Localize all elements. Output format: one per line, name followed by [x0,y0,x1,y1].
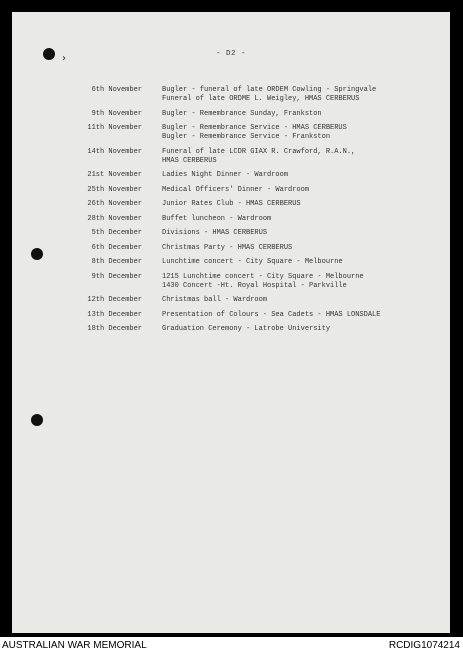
entry-date: 12th December [87,296,142,304]
entry-line: Christmas Party - HMAS CERBERUS [162,243,293,252]
entry-line: Junior Rates Club - HMAS CERBERUS [162,200,301,208]
page-number: - D2 - [215,50,246,58]
entry-line: Bugler - Remembrance Sunday, Frankston [162,109,322,118]
entry-line: Christmas ball - Wardroom [162,296,268,304]
schedule-entry [72,244,412,253]
entry-line: HMAS CERBERUS [162,156,217,165]
entry-line: Presentation of Colours - Sea Cadets - HMAS LONSDALE [162,310,381,319]
entry-line: 1430 Concert -Ht. Royal Hospital - Parkville [162,281,347,290]
document-page [12,12,450,633]
punch-hole-bottom [31,414,43,426]
entry-line: Lunchtime concert - City Square - Melbourne [162,258,343,266]
schedule-entry [72,171,412,180]
entry-description [162,244,292,253]
schedule-entry [72,186,412,195]
pencil-mark: › [62,53,66,64]
schedule-entry [72,273,412,291]
entry-line: Funeral of late LCDR GIAX R. Crawford, R.A.N., [162,147,356,156]
entry-description [162,86,376,104]
entry-description [162,258,343,267]
entry-description [162,124,347,142]
schedule-entry [72,148,412,166]
entry-description [162,148,355,166]
entry-date: 9th December [91,272,142,281]
entry-date: 14th November [87,147,142,156]
punch-hole-middle [31,248,43,260]
schedule-entry [72,325,412,334]
entry-date: 26th November [87,200,142,208]
footer-id: RCDIG1074214 [388,640,460,651]
entry-line: Medical Officers' Dinner - Wardroom [162,185,310,194]
entry-date: 6th November [91,86,142,94]
schedule-entry [72,311,412,320]
entry-line: Divisions - HMAS CERBERUS [162,229,268,237]
entry-date: 13th December [87,310,142,319]
entry-date: 18th December [87,325,142,333]
schedule-list [72,86,412,340]
schedule-entry [72,124,412,142]
entry-line: Bugler - Remembrance Service - Frankston [162,133,331,141]
footer-bar [0,637,463,653]
schedule-entry [72,200,412,209]
schedule-entry [72,229,412,238]
schedule-entry [72,296,412,305]
entry-line: Buffet luncheon - Wardroom [162,214,272,223]
entry-date: 28th November [87,214,142,223]
entry-description [162,110,322,119]
entry-date: 8th December [91,258,142,266]
entry-description [162,171,288,180]
entry-date: 11th November [87,124,142,132]
schedule-entry [72,86,412,104]
footer-source: AUSTRALIAN WAR MEMORIAL [2,640,147,651]
schedule-entry [72,110,412,119]
entry-line: Graduation Ceremony - Latrobe University [162,325,331,333]
entry-date: 6th December [91,243,142,252]
entry-description [162,296,267,305]
schedule-entry [72,215,412,224]
entry-description [162,273,364,291]
entry-date: 25th November [87,185,142,194]
entry-description [162,229,267,238]
entry-line: Bugler - Remembrance Service - HMAS CERBERUS [162,124,347,132]
entry-date: 5th December [91,229,142,237]
entry-description [162,200,301,209]
entry-description [162,186,309,195]
entry-line: Funeral of late ORDME L. Weigley, HMAS CERBERUS [162,95,360,103]
entry-line: Bugler - funeral of late ORDEM Cowling - Springvale [162,86,377,94]
entry-description [162,311,380,320]
entry-line: 1215 Lunchtime concert - City Square - Melbourne [162,272,364,281]
entry-description [162,215,271,224]
entry-date: 9th November [91,109,142,118]
entry-date: 21st November [87,171,142,179]
entry-line: Ladies Night Dinner - Wardroom [162,171,289,179]
entry-description [162,325,330,334]
schedule-entry [72,258,412,267]
